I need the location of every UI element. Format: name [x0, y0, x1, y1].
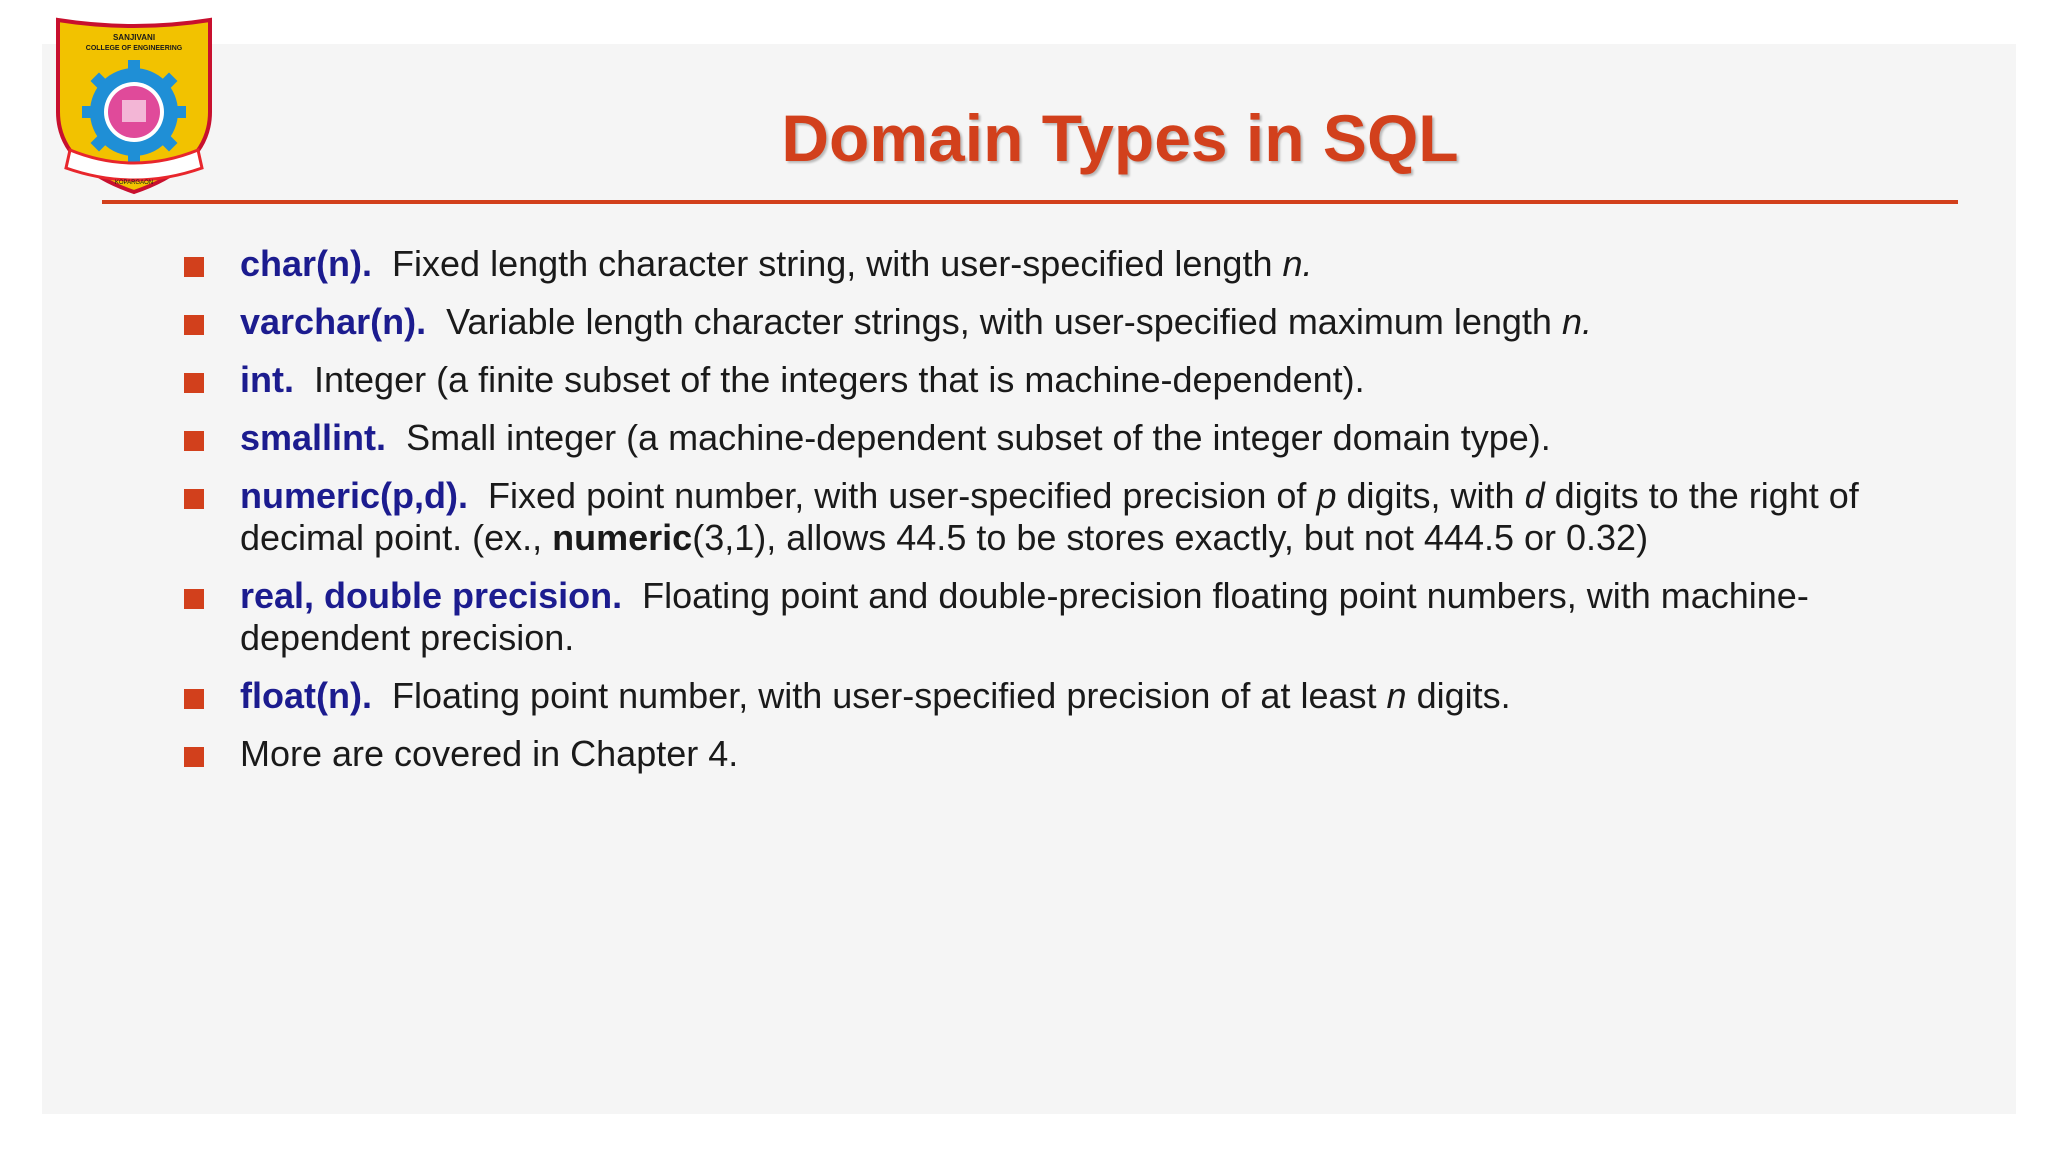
bullet-square-icon: [184, 257, 204, 277]
bullet-square-icon: [184, 315, 204, 335]
item-text: Variable length character strings, with user-specified maximum length: [446, 301, 1552, 342]
college-logo: [52, 16, 216, 196]
list-item: [184, 301, 1944, 343]
item-text: (3,1), allows 44.5 to be stores exactly, but not 444.5 or 0.32): [692, 517, 1649, 558]
list-item: [184, 733, 1944, 775]
logo-text-line1: SANJIVANI: [112, 33, 156, 42]
item-var: p: [1316, 475, 1337, 516]
item-var: n: [1386, 675, 1407, 716]
gear-icon: [82, 60, 186, 164]
item-text: digits, with: [1346, 475, 1515, 516]
item-text: digits.: [1416, 675, 1511, 716]
list-item: [184, 243, 1944, 285]
list-item: [184, 417, 1944, 459]
item-bold: numeric: [552, 517, 693, 558]
item-keyword: real, double precision.: [240, 575, 623, 616]
list-item: [184, 359, 1944, 401]
item-text: Fixed point number, with user-specified precision of: [488, 475, 1307, 516]
item-keyword: smallint.: [240, 417, 387, 458]
item-text: Floating point and double-precision floating point numbers, with machine-dependent precision.: [240, 575, 1809, 658]
logo-text-line2: COLLEGE OF ENGINEERING: [85, 45, 183, 52]
item-text: More are covered in Chapter 4.: [240, 733, 739, 774]
bullet-square-icon: [184, 689, 204, 709]
bullet-square-icon: [184, 431, 204, 451]
bullet-square-icon: [184, 373, 204, 393]
item-keyword: char(n).: [240, 243, 373, 284]
item-text: Floating point number, with user-specified precision of at least: [391, 675, 1377, 716]
item-keyword: varchar(n).: [240, 301, 427, 342]
item-text: Small integer (a machine-dependent subset of the integer domain type).: [406, 417, 1551, 458]
item-text: Integer (a finite subset of the integers that is machine-dependent).: [314, 359, 1365, 400]
item-var: n.: [1282, 243, 1313, 284]
item-keyword: float(n).: [240, 675, 372, 716]
title-underline: [102, 200, 1958, 204]
bullet-square-icon: [184, 747, 204, 767]
page-title: Domain Types in SQL: [781, 101, 1459, 175]
bullet-square-icon: [184, 589, 204, 609]
list-item: [184, 475, 1944, 559]
list-item: [184, 675, 1944, 717]
item-text: digits to the right of decimal point. (ex.,: [240, 475, 1859, 558]
logo-text-line3: KOPARGAON: [114, 180, 154, 186]
item-keyword: int.: [240, 359, 294, 400]
item-var: n.: [1561, 301, 1592, 342]
bullet-list: [184, 243, 1944, 791]
item-keyword: numeric(p,d).: [240, 475, 469, 516]
item-var: d: [1524, 475, 1545, 516]
list-item: [184, 575, 1944, 659]
bullet-square-icon: [184, 489, 204, 509]
item-text: Fixed length character string, with user-specified length: [392, 243, 1273, 284]
